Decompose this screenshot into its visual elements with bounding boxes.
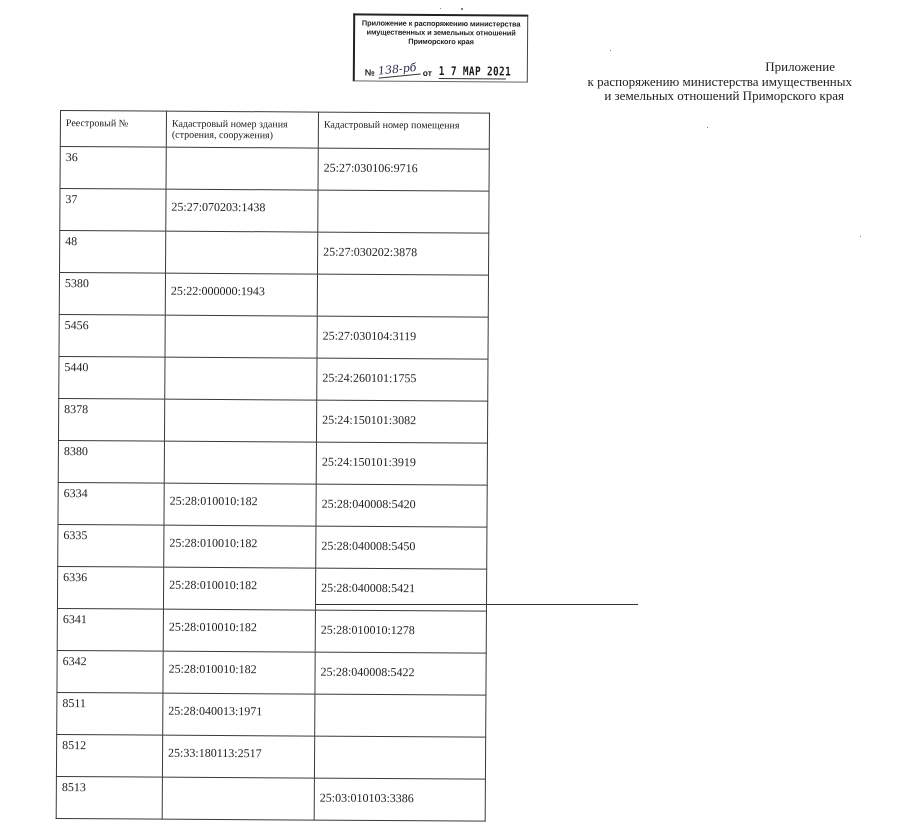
cell-room-cadastral-number: 25:24:150101:3082 [316, 400, 487, 443]
cell-room-cadastral-number: 25:03:010103:3386 [314, 778, 485, 821]
cell-registry-number: 8511 [57, 692, 163, 735]
cell-building-cadastral-number: 25:22:000000:1943 [165, 273, 317, 316]
cell-building-cadastral-number: 25:28:010010:182 [163, 651, 315, 694]
cell-registry-number: 5380 [59, 273, 165, 316]
cell-building-cadastral-number [165, 315, 317, 358]
table-row [56, 734, 485, 779]
cell-building-cadastral-number [164, 441, 316, 484]
cell-registry-number: 8512 [56, 734, 162, 777]
cell-room-cadastral-number: 25:27:030106:9716 [318, 148, 489, 191]
stamp-number-date-line [365, 62, 525, 79]
table-row [59, 273, 488, 318]
cell-building-cadastral-number [165, 357, 317, 400]
cell-room-cadastral-number [318, 190, 489, 233]
cell-building-cadastral-number: 25:28:010010:182 [163, 609, 315, 652]
cell-room-cadastral-number: 25:24:260101:1755 [317, 358, 488, 401]
cell-registry-number: 37 [60, 189, 166, 232]
cell-building-cadastral-number: 25:27:070203:1438 [166, 189, 318, 232]
cell-registry-number: 8513 [56, 776, 162, 819]
cell-building-cadastral-number: 25:28:040013:1971 [163, 693, 315, 736]
cell-building-cadastral-number: 25:28:010010:182 [164, 483, 316, 526]
cell-room-cadastral-number: 25:28:040008:5420 [316, 484, 487, 527]
stamp-number-handwritten: 138-рб [378, 62, 421, 79]
cell-registry-number: 6341 [57, 608, 163, 651]
cell-registry-number: 36 [60, 147, 166, 190]
table-row [58, 440, 487, 485]
registration-stamp [353, 13, 528, 82]
cell-building-cadastral-number [166, 231, 318, 274]
table-row [58, 482, 487, 527]
cell-room-cadastral-number: 25:28:040008:5421 [315, 568, 486, 611]
table-row [58, 398, 487, 443]
cell-building-cadastral-number: 25:28:010010:182 [163, 567, 315, 610]
stamp-line-3: Приморского края [408, 36, 474, 47]
cell-room-cadastral-number [317, 274, 488, 317]
heading-line-3: и земельных отношений Приморского края [604, 88, 844, 103]
cell-room-cadastral-number [315, 694, 486, 737]
cell-room-cadastral-number: 25:24:150101:3919 [316, 442, 487, 485]
stamp-line-1: Приложение к распоряжению министерства [361, 18, 521, 29]
cell-building-cadastral-number [162, 777, 314, 820]
heading-line-1: Приложение [765, 59, 835, 74]
scan-speck [440, 8, 441, 9]
cell-building-cadastral-number [164, 399, 316, 442]
table-row [60, 147, 489, 192]
stamp-line-2: имущественных и земельных отношений [366, 27, 516, 38]
bottom-divider-line [316, 604, 638, 605]
table-row [60, 231, 489, 276]
cell-building-cadastral-number: 25:28:010010:182 [164, 525, 316, 568]
stamp-date-label: от [422, 67, 433, 78]
cell-building-cadastral-number [166, 147, 318, 190]
cell-registry-number: 5456 [59, 314, 165, 357]
scan-speck [707, 127, 708, 128]
heading-line-2: к распоряжению министерства имущественных [587, 73, 852, 89]
cell-registry-number: 8380 [58, 440, 164, 483]
stamp-number-label: № [364, 67, 375, 78]
cell-room-cadastral-number: 25:28:040008:5450 [316, 526, 487, 569]
cell-room-cadastral-number: 25:27:030104:3119 [317, 316, 488, 359]
header-building-cadastral-number: Кадастровый номер здания (строения, сооружения) [166, 111, 318, 148]
table-row [57, 608, 486, 653]
cell-registry-number: 5440 [59, 356, 165, 399]
cadastral-register-table [56, 110, 490, 822]
cell-registry-number: 6335 [58, 524, 164, 567]
stamp-text [359, 18, 523, 46]
document-heading [560, 60, 876, 104]
table-row [60, 189, 489, 234]
cell-room-cadastral-number [314, 736, 485, 779]
table-header-row [60, 111, 489, 150]
cell-registry-number: 6336 [57, 566, 163, 609]
cell-room-cadastral-number: 25:28:040008:5422 [315, 652, 486, 695]
scan-speck [860, 236, 861, 237]
table-body [56, 147, 489, 822]
table-row [57, 692, 486, 737]
stamp-date-value: 1 7 МАР 2021 [438, 63, 512, 79]
table-row [59, 314, 488, 359]
cell-building-cadastral-number: 25:33:180113:2517 [162, 735, 314, 778]
cell-registry-number: 6334 [58, 482, 164, 525]
header-room-cadastral-number: Кадастровый номер помещения [318, 112, 489, 149]
table-row [58, 524, 487, 569]
scan-speck [461, 8, 463, 10]
cell-registry-number: 6342 [57, 650, 163, 693]
cell-room-cadastral-number: 25:28:010010:1278 [315, 610, 486, 653]
cell-room-cadastral-number: 25:27:030202:3878 [318, 232, 489, 275]
table-row [57, 650, 486, 695]
cell-registry-number: 48 [60, 231, 166, 274]
header-registry-number: Реестровый № [60, 111, 166, 148]
table-row [56, 776, 485, 821]
table-row [59, 356, 488, 401]
cell-registry-number: 8378 [58, 398, 164, 441]
scan-speck [610, 50, 611, 51]
